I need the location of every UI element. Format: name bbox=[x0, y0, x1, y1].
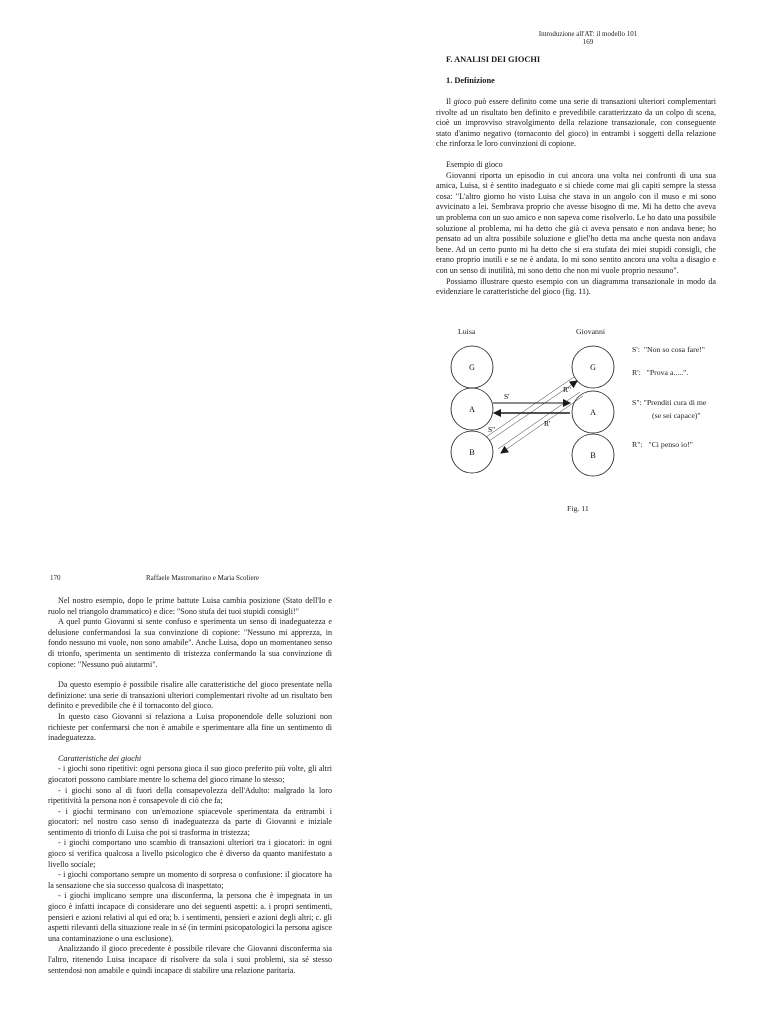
list-item: - i giochi implicano sempre una disconferma, la persona che è impegnata in un gioco è infatti incapace di considerare uno dei seguenti aspetti: a. i propri sentimenti, pensieri e azioni relativi al qui ed ora; b. i sentimenti, pensieri e azioni degli altri; c. gli aspetti rilevanti della situazione reale in sé (in termini psicopatologici la persona agisce una contaminazione o una esclusione). bbox=[48, 891, 332, 943]
luisa-child-letter: B bbox=[469, 448, 475, 457]
page-number: 169 bbox=[582, 38, 594, 46]
definition-paragraph: Il gioco può essere definito come una serie di transazioni ulteriori complementari rivolte ad un risultato ben definito e prevedibile caratterizzato da un colpo di scena, cioè un improvviso stravolgimento della relazione transazionale, con conseguente stato d'animo negativo (tornaconto del gioco) in entrambi i soggetti della relazione che rinforza le loro convinzioni di copione. bbox=[436, 97, 717, 149]
paragraph: Da questo esempio è possibile risalire alle caratteristiche del gioco presentate nella definizione: una serie di transazioni ulteriori complementari rivolte ad un risultato ben definito e prevedibile che è il tornaconto del gioco. bbox=[48, 680, 332, 711]
figure-caption: Fig. 11 bbox=[567, 504, 589, 513]
transactional-diagram bbox=[440, 335, 640, 480]
label-r2: R" bbox=[563, 385, 572, 394]
subsection-title: 1. Definizione bbox=[446, 76, 495, 85]
giovanni-parent-letter: G bbox=[590, 363, 596, 372]
bottom-body-text bbox=[48, 596, 332, 976]
example-paragraph: Giovanni riporta un episodio in cui ancora una volta nei confronti di una sua amica, Luisa, si è sentito inadeguato e si chiede come mai gli capiti sempre la stessa cosa: "L'altro giorno ho visto Luisa che stava in un angolo con il muso e mi sono avvicinato a lei. Sembrava proprio che avesse bisogno di me. Mi ha detto che aveva un problema con un suo amico e non sapeva come risolverlo. Le ho dato una possibile soluzione al problema, mi ha detto che già ci aveva pensato e non andava bene; ho pensato ad un altra possibile soluzione e gliel'ho detta ma anche questa non andava bene. Ad un certo punto mi ha detto che si era stufata dei miei stupidi consigli, che erano proprio inutili e se ne è andata. Io mi sono sentito ancora una volta a disagio e con un senso di inutilità, mi sono detto che non mi vuole proprio nessuno". bbox=[436, 170, 716, 275]
label-s2: S" bbox=[488, 425, 496, 434]
section-title: F. ANALISI DEI GIOCHI bbox=[446, 55, 541, 64]
top-body-text bbox=[436, 97, 716, 298]
list-item: - i giochi terminano con un'emozione spiacevole sperimentata da entrambi i giocatori: nel nostro caso senso di inadeguatezza da parte di Giovanni e iniziale sentimento di trionfo di Luisa che poi si trasforma in tristezza; bbox=[48, 806, 332, 837]
legend-item: (se sei capace)" bbox=[652, 411, 701, 420]
legend-item: R": "Ci penso io!" bbox=[632, 440, 693, 449]
arrow-s2-a bbox=[486, 377, 574, 437]
term-gioco: gioco bbox=[453, 97, 472, 106]
illustrate-paragraph: Possiamo illustrare questo esempio con un diagramma transazionale in modo da evidenziare le caratteristiche del gioco (fig. 11). bbox=[436, 276, 716, 297]
label-r1: R' bbox=[544, 419, 551, 428]
legend-item: R': "Prova a.....". bbox=[632, 368, 689, 377]
legend-item: S': "Non so cosa fare!" bbox=[632, 345, 705, 354]
paragraph: Nel nostro esempio, dopo le prime battute Luisa cambia posizione (Stato dell'Io e ruolo nel triangolo drammatico) e dice: "Sono stufa dei tuoi stupidi consigli!" bbox=[48, 596, 332, 616]
luisa-adult-letter: A bbox=[469, 405, 475, 414]
paragraph: Analizzando il gioco precedente è possibile rilevare che Giovanni disconferma sia l'altro, ritenendo Luisa incapace di risolvere da sola i suoi problemi, sia sé stesso sentendosi non amabile e quindi incapace di stabilire una relazione paritaria. bbox=[48, 944, 332, 975]
label-s1: S' bbox=[504, 392, 510, 401]
characteristics-heading: Caratteristiche dei giochi bbox=[58, 753, 142, 763]
page-number: 170 bbox=[50, 574, 61, 582]
legend-item: S": "Prenditi cura di me bbox=[632, 398, 707, 407]
paragraph: A quel punto Giovanni si sente confuso e sperimenta un senso di inadeguatezza e delusione confermandosi la sua convinzione di copione: "Nessuno mi apprezza, in fondo nessuno mi vuole, non sono amabile". Anche Luisa, dopo un momentaneo senso di trionfo, sperimenta un sentimento di tristezza confermando la sua convinzione di copione: "Nessuno può aiutarmi". bbox=[48, 617, 332, 669]
label-giovanni: Giovanni bbox=[576, 327, 606, 336]
luisa-parent-letter: G bbox=[469, 363, 475, 372]
list-item: - i giochi sono ripetitivi: ogni persona gioca il suo gioco preferito più volte, gli altri giocatori possono cambiare mentre lo schema del gioco rimane lo stesso; bbox=[48, 764, 332, 784]
giovanni-adult-letter: A bbox=[590, 408, 596, 417]
header-authors: Raffaele Mastromarino e Maria Scoliere bbox=[146, 574, 259, 582]
example-heading: Esempio di gioco bbox=[446, 159, 503, 169]
giovanni-child-letter: B bbox=[590, 451, 596, 460]
list-item: - i giochi comportano sempre un momento di sorpresa o confusione: il giocatore ha la sensazione che sia successo qualcosa di inaspettato; bbox=[48, 870, 332, 890]
list-item: - i giochi comportano uno scambio di transazioni ulteriori tra i giocatori: in ogni gioco si verifica qualcosa a livello psicologico che è diverso da quanto manifestato a livello sociale; bbox=[48, 838, 332, 869]
running-header bbox=[460, 30, 716, 46]
label-luisa: Luisa bbox=[458, 327, 476, 336]
paragraph: In questo caso Giovanni si relaziona a Luisa proponendole delle soluzioni non richieste per confermarsi che non è amabile e sperimentare alla fine un sentimento di inadeguatezza. bbox=[48, 711, 332, 743]
list-item: - i giochi sono al di fuori della consapevolezza dell'Adulto: malgrado la loro ripetitività la persona non è consapevole di ciò che fa; bbox=[48, 785, 332, 806]
header-title: Introduzione all'AT: il modello 101 bbox=[538, 30, 638, 38]
